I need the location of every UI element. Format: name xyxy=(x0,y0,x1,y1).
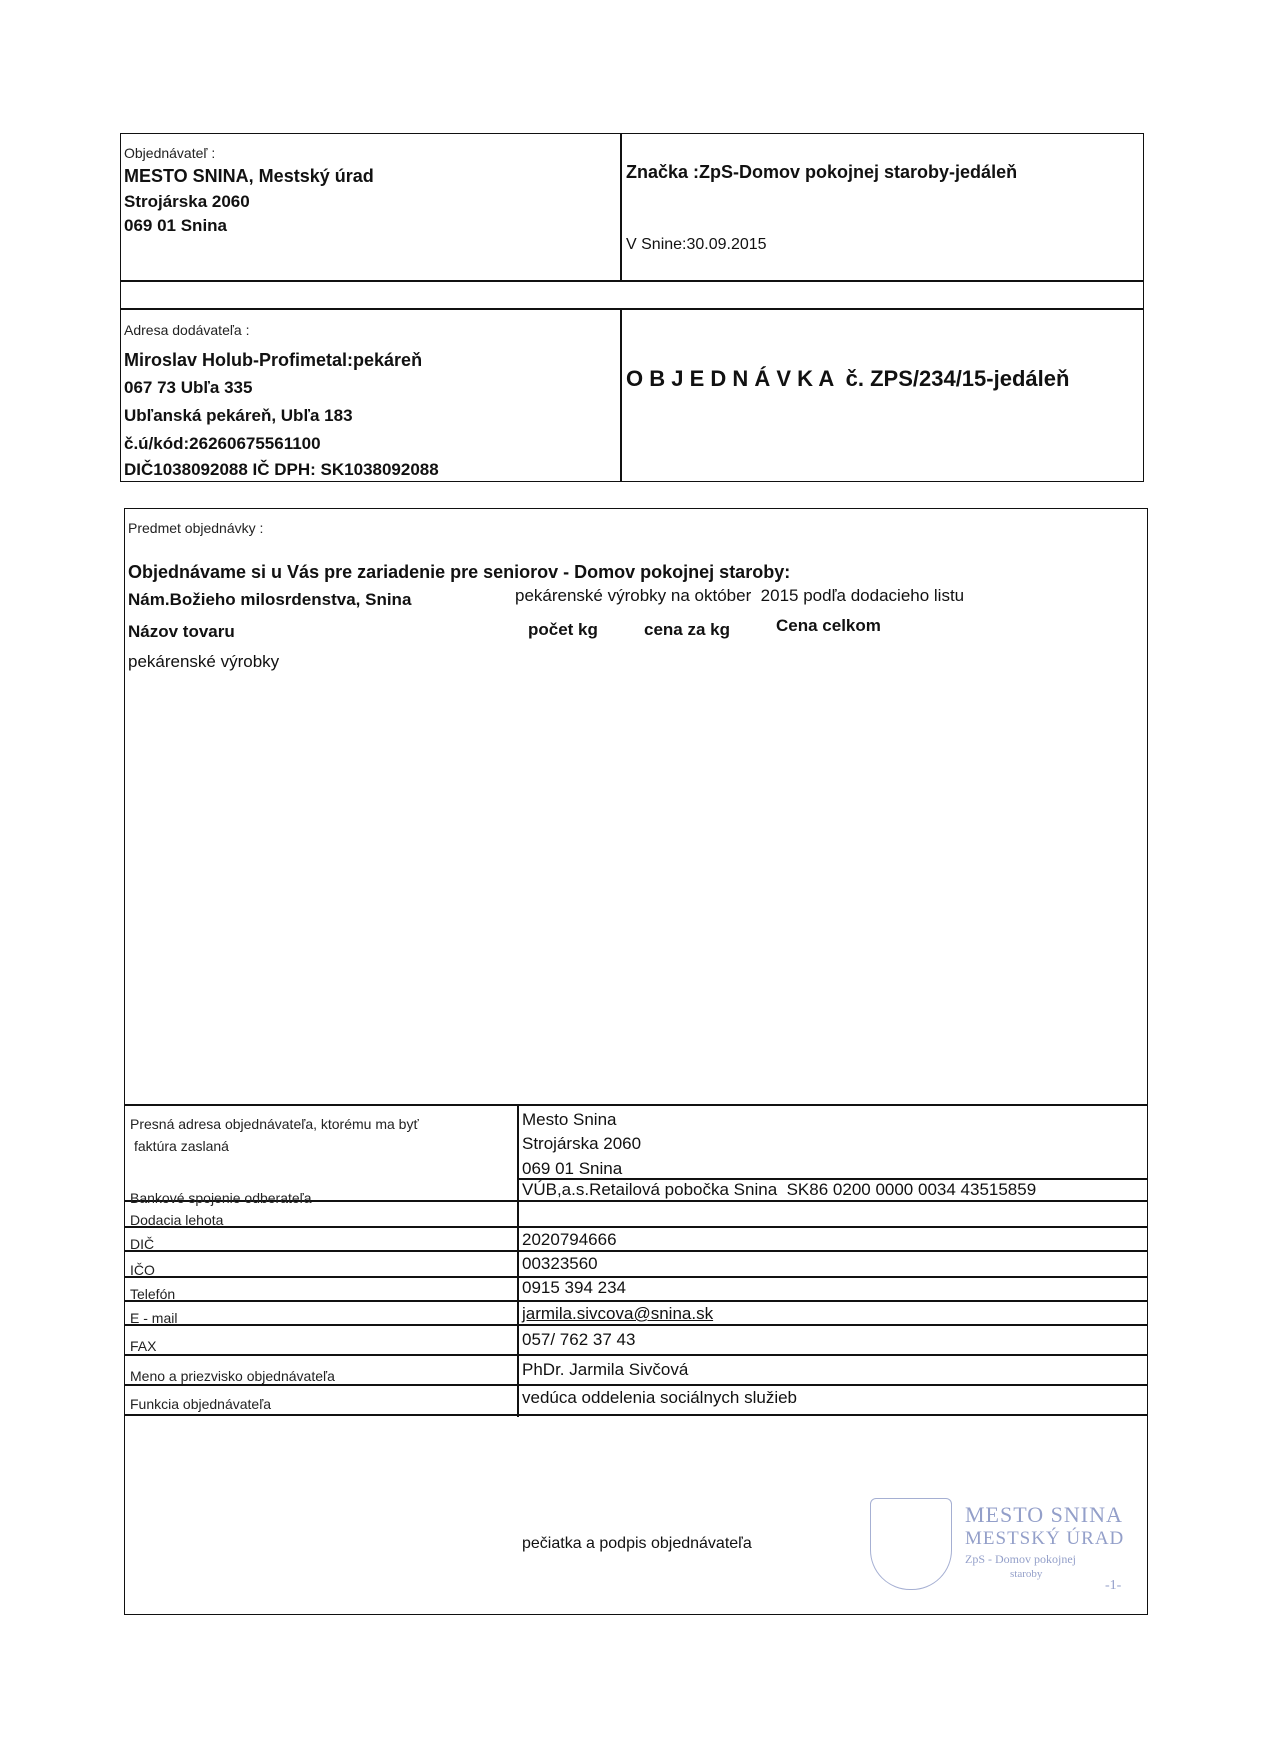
supplier-bakery: Ubľanská pekáreň, Ubľa 183 xyxy=(124,406,353,425)
subject-place: Nám.Božieho milosrdenstva, Snina xyxy=(128,590,412,609)
stamp-line-2: MESTSKÝ ÚRAD xyxy=(965,1528,1125,1549)
supplier-account: č.ú/kód:26260675561100 xyxy=(124,434,321,453)
dic-label: DIČ xyxy=(130,1236,155,1252)
subject-box xyxy=(124,508,1148,1615)
orderer-city: 069 01 Snina xyxy=(124,216,228,235)
orderer-label: Objednávateľ : xyxy=(124,145,216,161)
details-top-line xyxy=(124,1104,1148,1106)
invoice-address-line1: Mesto Snina xyxy=(522,1110,617,1129)
supplier-name: Miroslav Holub-Profimetal:pekáreň xyxy=(124,350,423,370)
bank-label: Bankové spojenie odberateľa xyxy=(130,1190,312,1206)
stamp-line-1: MESTO SNINA xyxy=(965,1502,1123,1527)
orderer-name: MESTO SNINA, Mestský úrad xyxy=(124,166,374,186)
header-divider xyxy=(620,133,622,281)
column-item-name: Názov tovaru xyxy=(128,622,235,641)
stamp-line-4: staroby xyxy=(1010,1568,1043,1580)
invoice-address-label: Presná adresa objednávateľa, ktorému ma byť xyxy=(130,1116,419,1132)
person-label: Meno a priezvisko objednávateľa xyxy=(130,1368,335,1384)
email-label: E - mail xyxy=(130,1310,178,1326)
invoice-address-label-2: faktúra zaslaná xyxy=(134,1138,229,1154)
stamp-line-3: ZpS - Domov pokojnej xyxy=(965,1552,1076,1566)
supplier-address: 067 73 Ubľa 335 xyxy=(124,378,253,397)
row-line xyxy=(124,1250,1148,1252)
column-total: Cena celkom xyxy=(776,616,881,635)
seal-emblem xyxy=(870,1498,952,1590)
email-link[interactable]: jarmila.sivcova@snina.sk xyxy=(522,1304,714,1323)
row-line xyxy=(124,1300,1148,1302)
reference-mark: Značka :ZpS-Domov pokojnej staroby-jedáleň xyxy=(626,162,1018,182)
delivery-label: Dodacia lehota xyxy=(130,1212,224,1228)
bank-value: VÚB,a.s.Retailová pobočka Snina SK86 0200 0000 0034 43515859 xyxy=(522,1180,1037,1199)
invoice-address-line3: 069 01 Snina xyxy=(522,1159,623,1178)
reference-date: V Snine:30.09.2015 xyxy=(626,236,767,253)
phone-label: Telefón xyxy=(130,1286,176,1302)
invoice-address-line2: Strojárska 2060 xyxy=(522,1134,642,1153)
fax-label: FAX xyxy=(130,1338,157,1354)
supplier-divider xyxy=(620,308,622,482)
phone-value: 0915 394 234 xyxy=(522,1278,626,1297)
subject-intro: Objednávame si u Vás pre zariadenie pre seniorov - Domov pokojnej staroby: xyxy=(128,562,791,582)
function-label: Funkcia objednávateľa xyxy=(130,1396,272,1412)
supplier-tax: DIČ1038092088 IČ DPH: SK1038092088 xyxy=(124,460,439,479)
function-value: vedúca oddelenia sociálnych služieb xyxy=(522,1388,798,1407)
subject-description: pekárenské výrobky na október 2015 podľa dodacieho listu xyxy=(515,586,965,605)
stamp-page-number: -1- xyxy=(1105,1578,1122,1593)
person-value: PhDr. Jarmila Sivčová xyxy=(522,1360,689,1379)
item-name: pekárenské výrobky xyxy=(128,652,280,671)
row-line xyxy=(124,1414,1148,1416)
dic-value: 2020794666 xyxy=(522,1230,617,1249)
column-quantity: počet kg xyxy=(528,620,598,639)
fax-value: 057/ 762 37 43 xyxy=(522,1330,636,1349)
row-line xyxy=(124,1226,1148,1228)
official-stamp xyxy=(870,1490,1140,1605)
header-box xyxy=(120,133,1144,281)
supplier-top-line xyxy=(120,308,1144,310)
ico-label: IČO xyxy=(130,1262,155,1278)
ico-value: 00323560 xyxy=(522,1254,598,1273)
orderer-street: Strojárska 2060 xyxy=(124,192,250,211)
row-line xyxy=(124,1384,1148,1386)
column-price: cena za kg xyxy=(644,620,730,639)
row-line xyxy=(124,1276,1148,1278)
supplier-label: Adresa dodávateľa : xyxy=(124,322,250,338)
row-line xyxy=(124,1324,1148,1326)
order-title: O B J E D N Á V K A č. ZPS/234/15-jedáleň xyxy=(626,366,1070,391)
signature-label: pečiatka a podpis objednávateľa xyxy=(522,1535,752,1552)
details-divider xyxy=(517,1104,519,1417)
row-line xyxy=(124,1354,1148,1356)
subject-label: Predmet objednávky : xyxy=(128,520,264,536)
